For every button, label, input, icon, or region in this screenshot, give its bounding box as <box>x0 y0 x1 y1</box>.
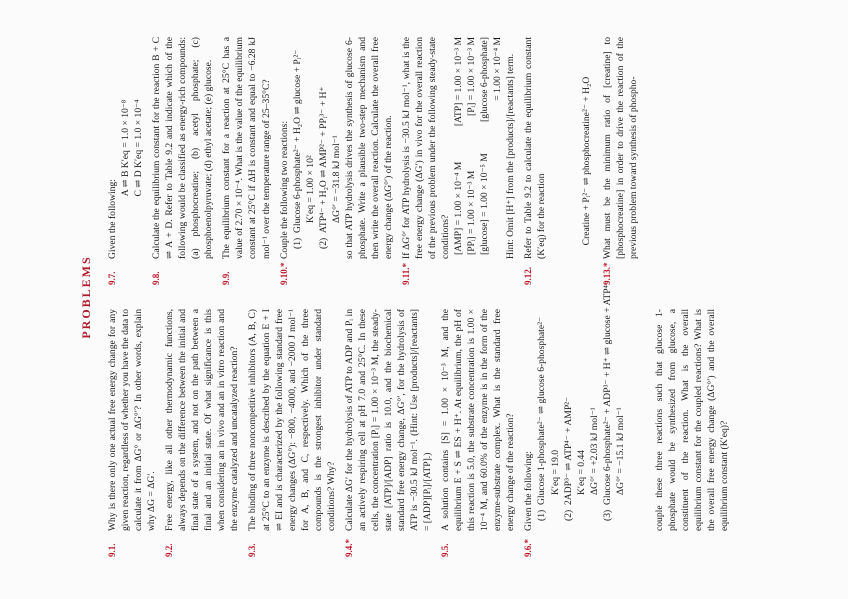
problem-text: couple these three reactions such that glucose 1-phosphate would be synthesized from glucose, a constituent of the reaction. What is the overall equilibrium constant for the coupled reactions? What is the overall free energy change (ΔG°′) and the overall equilibrium constant (K′eq)? <box>653 309 731 531</box>
problem-text: Calculate the equilibrium constant for the reaction B + C ⇌ A + D. Refer to Table 9.2 and indicate which of the following would be classified as energy-rich compounds: (a) phosphocreatine; (b) acetyl phosphate; (c) phosphoenolpyruvate; (d) ethyl acetate; (e) glucose. <box>151 37 215 259</box>
problem-number: 9.11.* <box>400 262 411 285</box>
problem-number: 9.9. <box>221 271 232 285</box>
reaction-2-free-energy: ΔG°′ = −31.8 kJ mol⁻¹ <box>330 135 342 223</box>
reaction-3: (3) Glucose 6-phosphate²⁻ + ADP³⁻ + H⁺ ⇌ glucose + ATP⁴⁻ <box>601 280 613 521</box>
problem-intro: Given the following: <box>523 451 535 531</box>
reaction-3-free-energy: ΔG°′ = −15.1 kJ mol⁻¹ <box>614 407 626 495</box>
concentration-row: [glucose] = 1.00 × 10⁻⁵ M [glucose 6-phosphate] <box>479 37 491 255</box>
problem-text: Why is there only one actual free energy change for any given reaction, regardless of whether you have the data to calculate it from ΔG° or ΔG°′? In other words, explain why ΔG = ΔG′. <box>107 309 158 531</box>
concentration-row: [AMP] = 1.00 × 10⁻⁴ M [ATP] = 1.00 × 10⁻³ M <box>453 37 465 255</box>
problem-9-11 <box>400 37 517 285</box>
problem-9-8 <box>150 37 215 285</box>
problem-9-7 <box>106 37 145 285</box>
problem-intro: Couple the following two reactions: <box>278 120 290 259</box>
problem-text: Free energy, like all other thermodynamic functions, always depends on the difference between the initial and final state of a system, and not on the path between a final and an initial state. Of what significance is this when considering an in vivo and an in vitro reaction and the enzyme catalyzed and uncatalyzed reaction? <box>164 309 241 531</box>
concentration-table <box>452 37 504 259</box>
reaction-2: (2) 2ADP³⁻ ⇌ ATP⁴⁻ + AMP²⁻ <box>562 396 574 521</box>
spacer <box>627 309 653 531</box>
problem-number: 9.13.* <box>601 262 612 285</box>
spacer <box>593 37 601 285</box>
right-column <box>106 37 645 285</box>
problem-number: 9.12. <box>523 267 534 285</box>
problem-9-6 <box>522 280 731 557</box>
concentration-row: [PPᵢ] = 1.00 × 10⁻³ M [Pᵢ] = 1.00 × 10⁻³ M <box>466 37 478 255</box>
problem-hint: Hint: Omit [H⁺] from the [products]/[reactants] term. <box>505 53 517 259</box>
problem-number: 9.1. <box>107 543 117 557</box>
reaction-1-constant: K′eq = 19.0 <box>549 449 561 495</box>
equilibrium-c-d: C ⇌ D K′eq = 1.0 × 10⁻⁴ <box>133 99 145 197</box>
problem-number: 9.4.* <box>343 539 354 557</box>
problem-text: A solution contains [S] = 1.00 × 10⁻³ M, and the equilibrium E + S ⇌ ES + H⁺. At equilibrium, the pH of this reaction is 5.0, the substrate concentration is 1.00 × 10⁻⁴ M, and 60.0% of the enzyme is in the form of the enzyme-substrate complex. What is the standard free energy change of the reaction? <box>440 309 517 531</box>
reaction-1: (1) Glucose 6-phosphate²⁻ + H₂O ⇌ glucose + Pᵢ²⁻ <box>291 49 303 249</box>
problem-number: 9.5. <box>440 543 451 557</box>
reaction-2-free-energy: ΔG°′ = +2.03 kJ mol⁻¹ <box>588 407 600 495</box>
problem-text: If ΔG°′ for ATP hydrolysis is −30.5 kJ mol⁻¹, what is the free energy change (ΔG′) in vivo for the overall reaction of the previous problem under the following steady-state conditions? <box>400 37 452 259</box>
concentration-row: = 1.00 × 10⁻⁴ M <box>492 37 504 101</box>
creatine-reaction: Creatine + Pᵢ²⁻ ⇌ phosphocreatine²⁻ + H₂O <box>580 76 592 246</box>
problem-text: What must be the minimum ratio of [creatine] to [phosphocreatine] in order to drive the reaction of the previous problem toward synthesis of phospho- <box>601 37 639 259</box>
problem-9-10 <box>278 37 395 285</box>
reaction-1: (1) Glucose 1-phosphate²⁻ ⇌ glucose 6-phosphate²⁻ <box>536 316 548 521</box>
problem-9-5 <box>439 309 517 557</box>
problem-9-4 <box>343 309 434 557</box>
problem-number: 9.3. <box>247 543 258 557</box>
spacer <box>554 37 580 285</box>
problem-9-9 <box>220 37 272 285</box>
reaction-2-constant: K′eq = 0.44 <box>575 449 587 495</box>
problem-9-1 <box>106 309 158 557</box>
problem-9-12 <box>522 37 548 285</box>
problem-text: Refer to Table 9.2 to calculate the equilibrium constant (K′eq) for the reaction <box>523 37 548 259</box>
left-column <box>106 280 736 557</box>
problem-number: 9.7. <box>107 271 117 285</box>
problem-text: The equilibrium constant for a reaction at 25°C has a value of 2.70 × 10⁻⁴. What is the value of the equilibrium constant at 25°C if ΔH is constant and equal to −6.28 kJ mol⁻¹ over the temperature range of 25–35°C? <box>221 37 272 259</box>
textbook-page <box>78 37 731 557</box>
problem-9-13 <box>601 37 640 285</box>
problem-text: so that ATP hydrolysis drives the synthesis of glucose 6-phosphate. Write a plausible two-step mechanism and then write the overall reaction. Calculate the overall free energy change (ΔG°′) of the reaction. <box>343 37 394 259</box>
problem-text: The binding of three noncompetitive inhibitors (A, B, C) at 25°C to an enzyme is described by the equation E + I ⇌ EI and is characterized by the following standard free energy changes (ΔG°): −800, −4000, and −2000 J mol⁻¹ for A, B, and C, respectively. Which of the three compounds is the strongest inhibitor under standard conditions? Why? <box>247 309 337 531</box>
problem-number: 9.2. <box>164 543 175 557</box>
problem-text: Calculate ΔG′ for the hydrolysis of ATP to ADP and Pᵢ in an actively respiring cell at pH 7.0 and 25°C. In these cells, the concentration [Pᵢ] = 1.00 × 10⁻³ M, the steady-state [ATP]/[ADP] ratio is 10.0, and the biochemical standard free energy change, ΔG°′, for the hydrolysis of ATP is −30.5 kJ mol⁻¹. (Hint: Use [products]/[reactants] = [ADP][Pᵢ]/[ATP].) <box>343 309 434 531</box>
problem-number: 9.8. <box>151 271 162 285</box>
reaction-1-constant: K′eq = 1.00 × 10² <box>304 155 316 223</box>
page-heading: PROBLEMS <box>79 255 93 339</box>
equilibrium-a-b: A ⇌ B K′eq = 1.0 × 10⁻⁸ <box>120 99 132 197</box>
problem-9-3 <box>246 309 337 557</box>
problem-intro: Given the following: <box>107 179 118 259</box>
reaction-2: (2) ATP⁴⁻ + H₂O ⇌ AMP²⁻ + PPᵢ³⁻ + H⁺ <box>317 86 329 249</box>
problem-9-2 <box>163 309 241 557</box>
problem-number: 9.6.* <box>523 539 534 557</box>
problem-number: 9.10.* <box>278 262 289 285</box>
